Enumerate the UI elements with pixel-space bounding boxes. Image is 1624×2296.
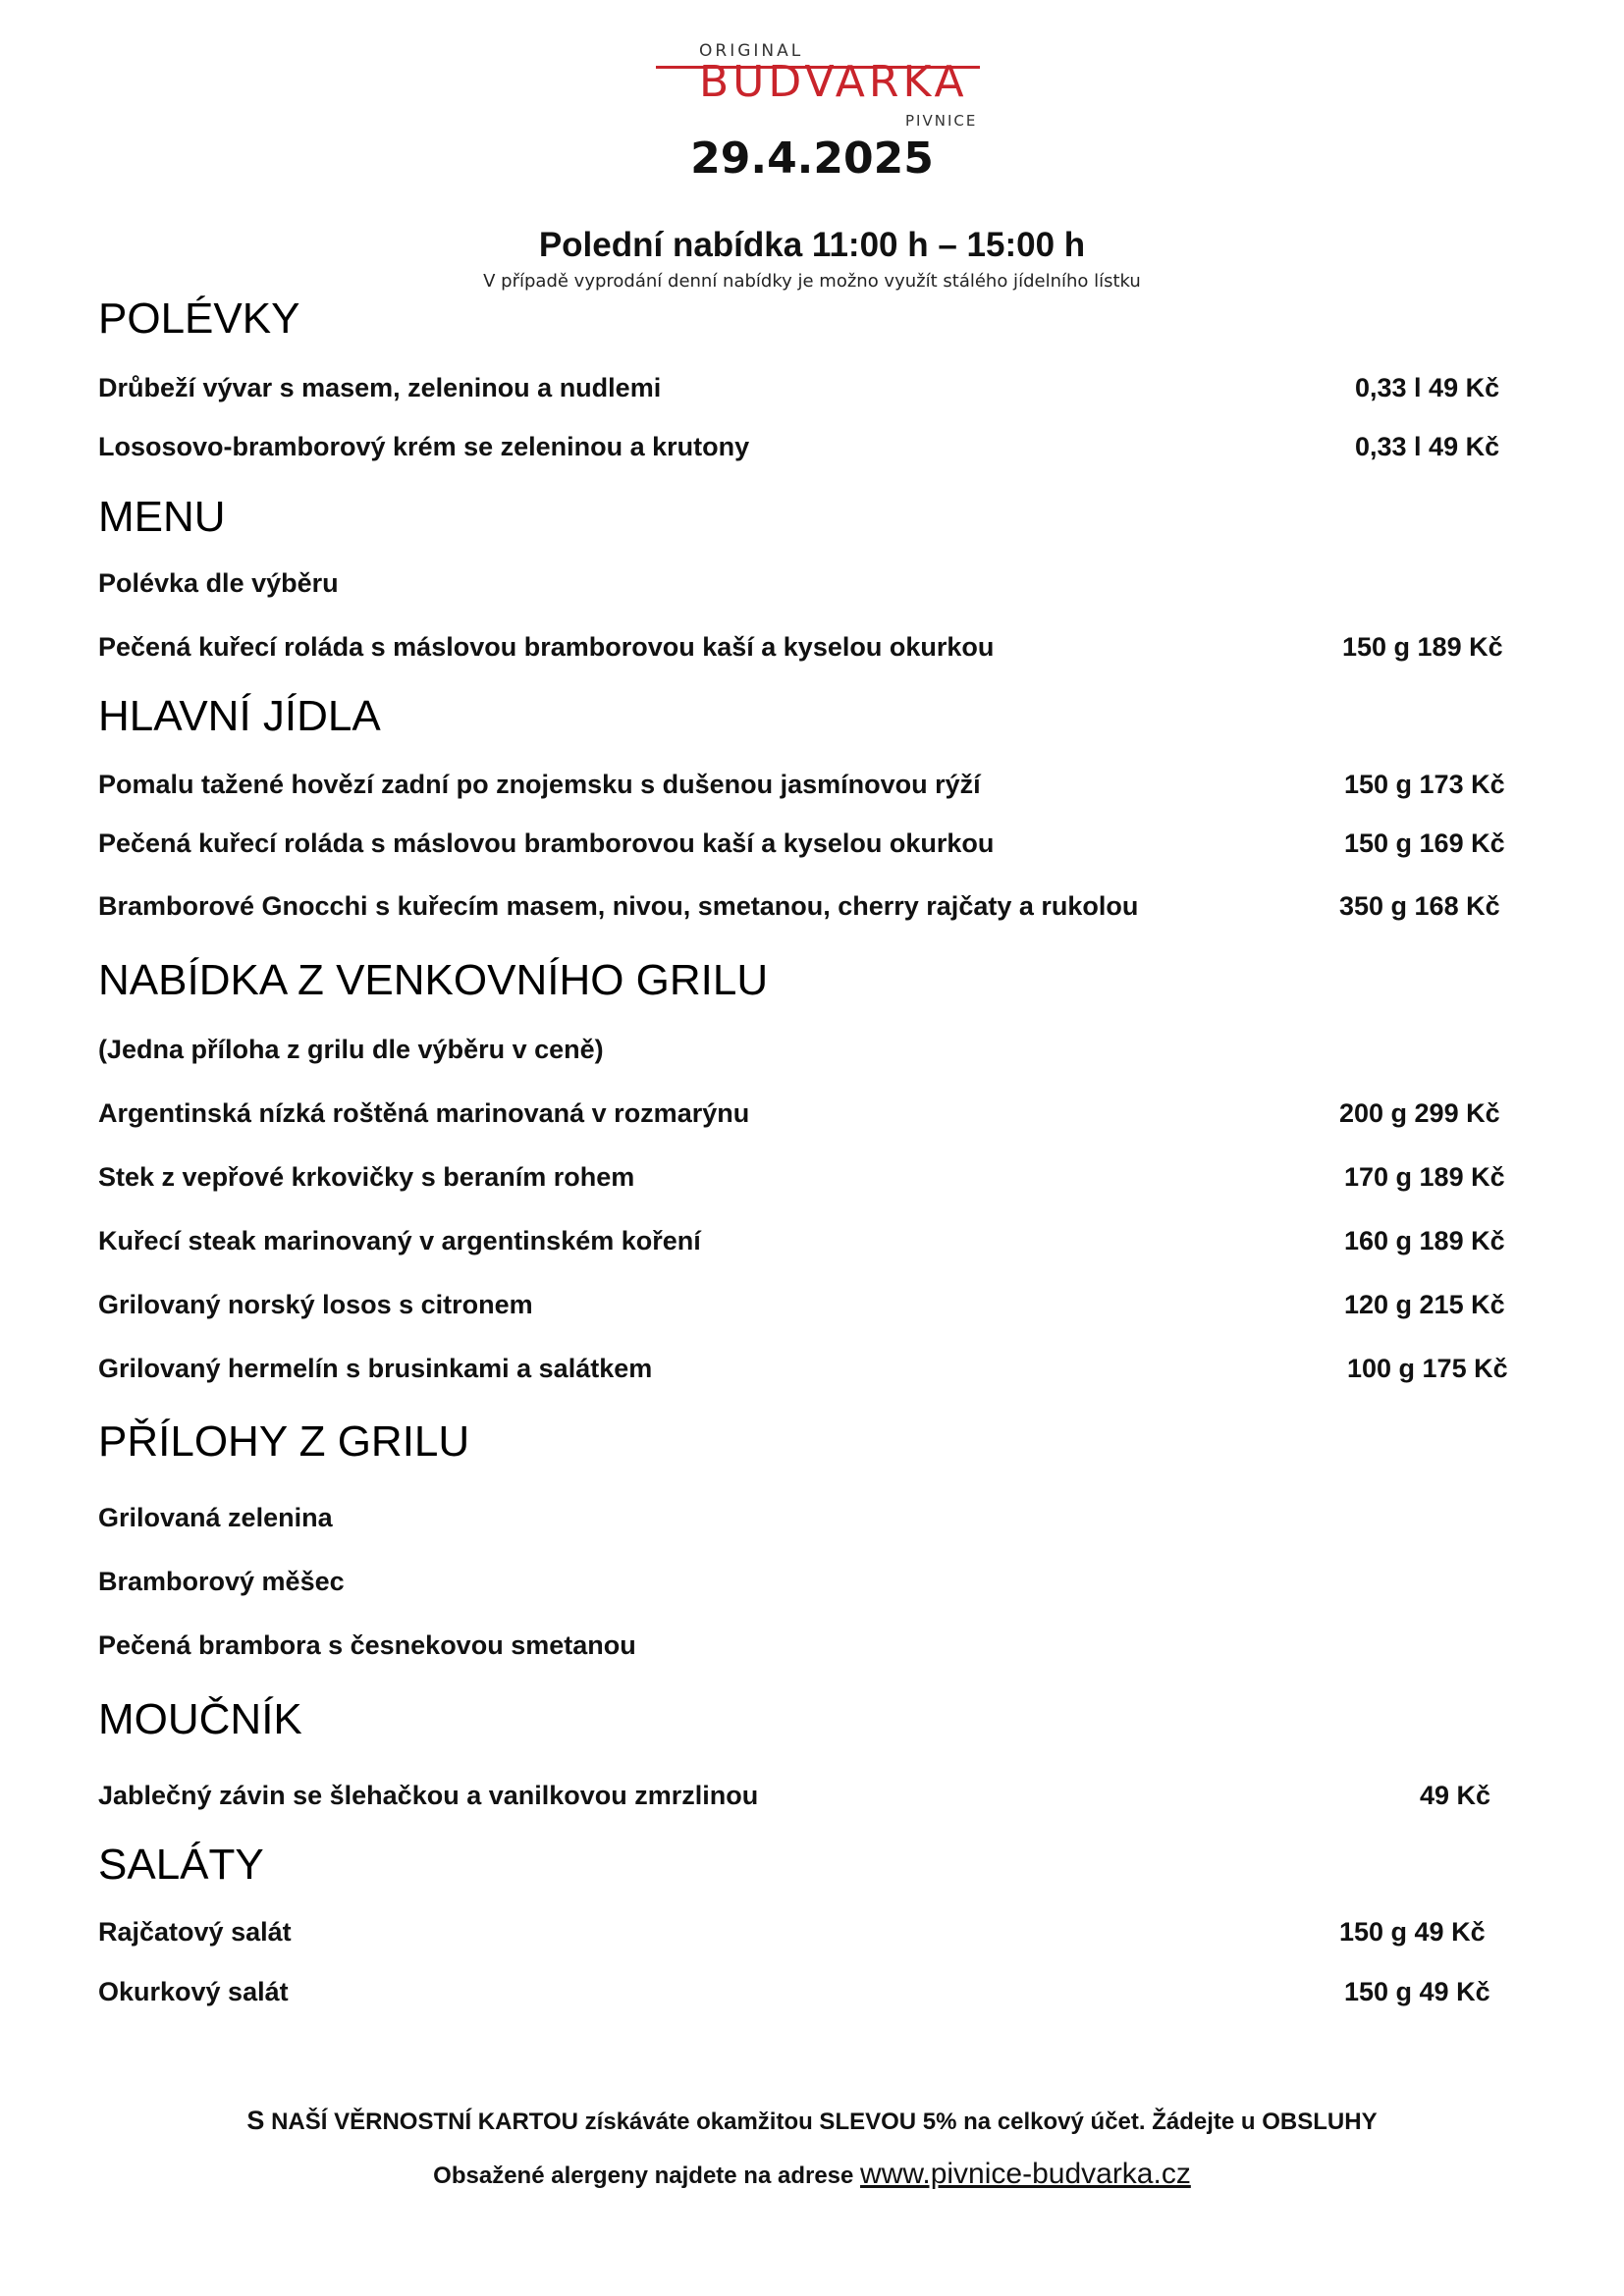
menu-item-price: 0,33 l 49 Kč <box>1355 432 1500 461</box>
menu-item: Grilovaná zelenina <box>98 1503 333 1532</box>
logo-brand-text: BUDVARKA <box>699 57 968 107</box>
menu-item-price: 150 g 169 Kč <box>1344 828 1505 858</box>
lunch-offer-title: Polední nabídka 11:00 h – 15:00 h <box>538 226 1086 264</box>
menu-item-price: 150 g 49 Kč <box>1344 1977 1490 2006</box>
menu-item: Polévka dle výběru <box>98 568 339 598</box>
section-heading-polevky: POLÉVKY <box>98 294 300 343</box>
allergens-text: Obsažené alergeny najdete na adrese <box>433 2163 861 2189</box>
sold-out-note: V případě vyprodání denní nabídky je možno využít stálého jídelního lístku <box>483 271 1141 292</box>
menu-item: Bramborový měšec <box>98 1567 345 1596</box>
loyalty-note-s: S <box>246 2106 265 2135</box>
menu-item: Pečená kuřecí roláda s máslovou bramborovou kaší a kyselou okurkou <box>98 632 995 662</box>
menu-item: Grilovaný hermelín s brusinkami a salátkem <box>98 1354 653 1383</box>
menu-item-price: 170 g 189 Kč <box>1344 1162 1505 1192</box>
logo-top-text: ORIGINAL <box>699 41 804 61</box>
menu-item: Grilovaný norský losos s citronem <box>98 1290 533 1319</box>
menu-item: Argentinská nízká roštěná marinovaná v rozmarýnu <box>98 1098 750 1128</box>
section-heading-prilohy: PŘÍLOHY Z GRILU <box>98 1417 470 1466</box>
website-link[interactable]: www.pivnice-budvarka.cz <box>860 2158 1191 2190</box>
menu-item: Rajčatový salát <box>98 1917 292 1947</box>
menu-item-price: 49 Kč <box>1420 1781 1491 1810</box>
menu-item: Drůbeží vývar s masem, zeleninou a nudlemi <box>98 373 662 402</box>
section-heading-grill: NABÍDKA Z VENKOVNÍHO GRILU <box>98 956 769 1004</box>
menu-item: Okurkový salát <box>98 1977 289 2006</box>
menu-item-price: 120 g 215 Kč <box>1344 1290 1505 1319</box>
section-heading-menu: MENU <box>98 493 226 541</box>
menu-item-price: 350 g 168 Kč <box>1339 891 1500 921</box>
menu-item-price: 160 g 189 Kč <box>1344 1226 1505 1255</box>
section-heading-hlavni-jidla: HLAVNÍ JÍDLA <box>98 692 381 740</box>
section-heading-salaty: SALÁTY <box>98 1841 264 1889</box>
menu-item-price: 150 g 189 Kč <box>1342 632 1503 662</box>
menu-item-price: 100 g 175 Kč <box>1347 1354 1508 1383</box>
loyalty-note-text: NAŠÍ VĚRNOSTNÍ KARTOU získáváte okamžitou SLEVOU 5% na celkový účet. Žádejte u OBSLUHY <box>264 2109 1378 2135</box>
menu-item-price: 200 g 299 Kč <box>1339 1098 1500 1128</box>
menu-item: Kuřecí steak marinovaný v argentinském koření <box>98 1226 701 1255</box>
grill-note: (Jedna příloha z grilu dle výběru v ceně) <box>98 1035 604 1064</box>
budvarka-logo <box>648 41 982 130</box>
menu-item: Lososovo-bramborový krém se zeleninou a krutony <box>98 432 750 461</box>
logo-bottom-text: PIVNICE <box>905 112 978 130</box>
allergens-note <box>0 2158 1624 2191</box>
menu-item-price: 150 g 173 Kč <box>1344 770 1505 799</box>
menu-item: Stek z vepřové krkovičky s beraním rohem <box>98 1162 635 1192</box>
section-heading-moucnik: MOUČNÍK <box>98 1695 302 1743</box>
menu-item: Jablečný závin se šlehačkou a vanilkovou zmrzlinou <box>98 1781 759 1810</box>
menu-item-price: 150 g 49 Kč <box>1339 1917 1486 1947</box>
menu-item-price: 0,33 l 49 Kč <box>1355 373 1500 402</box>
menu-item: Pečená brambora s česnekovou smetanou <box>98 1630 636 1660</box>
menu-item: Pomalu tažené hovězí zadní po znojemsku s dušenou jasmínovou rýží <box>98 770 981 799</box>
loyalty-card-note <box>0 2106 1624 2136</box>
menu-item: Pečená kuřecí roláda s máslovou bramborovou kaší a kyselou okurkou <box>98 828 995 858</box>
menu-item: Bramborové Gnocchi s kuřecím masem, nivou, smetanou, cherry rajčaty a rukolou <box>98 891 1139 921</box>
menu-date: 29.4.2025 <box>690 133 934 184</box>
